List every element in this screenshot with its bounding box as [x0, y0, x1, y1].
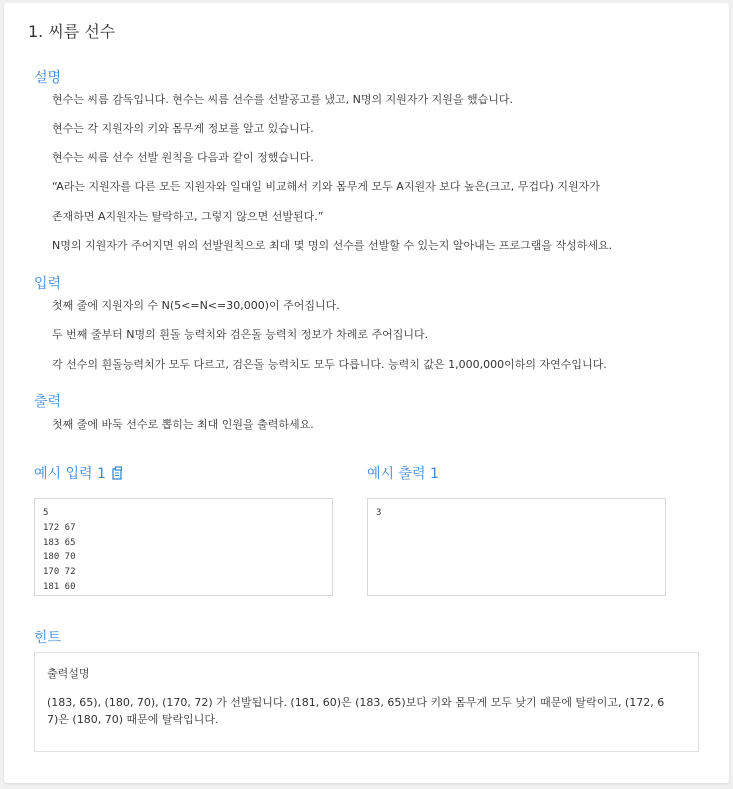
example-output-heading — [367, 463, 439, 483]
input-line: 첫째 줄에 지원자의 수 N(5<=N<=30,000)이 주어집니다. — [52, 299, 340, 312]
example-input-heading-label: 예시 입력 1 — [34, 466, 106, 482]
copy-icon[interactable] — [112, 466, 124, 480]
example-output-text: 3 — [376, 508, 382, 518]
description-line: 현수는 씨름 선수 선발 원칙을 다음과 같이 정했습니다. — [52, 151, 314, 164]
description-line: 존재하면 A지원자는 탈락하고, 그렇지 않으면 선발된다.” — [52, 210, 324, 223]
output-heading: 출력 — [34, 394, 62, 410]
example-input-box[interactable] — [34, 498, 333, 596]
example-input-heading — [34, 463, 124, 483]
description-line: N명의 지원자가 주어지면 위의 선발원칙으로 최대 몇 명의 선수를 선발할 수 있는지 알아내는 프로그램을 작성하세요. — [52, 239, 613, 252]
hint-box — [34, 652, 699, 752]
hint-line: 7)은 (180, 70) 때문에 탈락입니다. — [47, 713, 219, 726]
description-heading: 설명 — [34, 70, 62, 86]
example-input-text: 5 172 67 183 65 180 70 170 72 181 60 — [43, 508, 76, 592]
input-line: 두 번째 줄부터 N명의 흰돌 능력치와 검은돌 능력치 정보가 차례로 주어집니다. — [52, 328, 429, 341]
hint-heading: 힌트 — [34, 630, 62, 646]
problem-title: 1. 씨름 선수 — [28, 22, 116, 41]
example-output-box[interactable] — [367, 498, 666, 596]
description-line: 현수는 각 지원자의 키와 몸무게 정보를 알고 있습니다. — [52, 122, 314, 135]
hint-line: (183, 65), (180, 70), (170, 72) 가 선발됩니다. (181, 60)은 (183, 65)보다 키와 몸무게 모두 낮기 때문에 탈락이고, (172, 6 — [47, 696, 665, 709]
problem-card — [4, 3, 729, 783]
example-output-heading-label: 예시 출력 1 — [367, 466, 439, 482]
hint-title: 출력설명 — [47, 667, 90, 680]
description-line: 현수는 씨름 감독입니다. 현수는 씨름 선수를 선발공고를 냈고, N명의 지원자가 지원을 했습니다. — [52, 93, 513, 106]
input-line: 각 선수의 흰돌능력치가 모두 다르고, 검은돌 능력치도 모두 다릅니다. 능력치 값은 1,000,000이하의 자연수입니다. — [52, 358, 607, 371]
description-line: “A라는 지원자를 다른 모든 지원자와 일대일 비교해서 키와 몸무게 모두 A지원자 보다 높은(크고, 무겁다) 지원자가 — [52, 180, 600, 193]
output-line: 첫째 줄에 바둑 선수로 뽑히는 최대 인원을 출력하세요. — [52, 418, 314, 431]
input-heading: 입력 — [34, 276, 62, 292]
